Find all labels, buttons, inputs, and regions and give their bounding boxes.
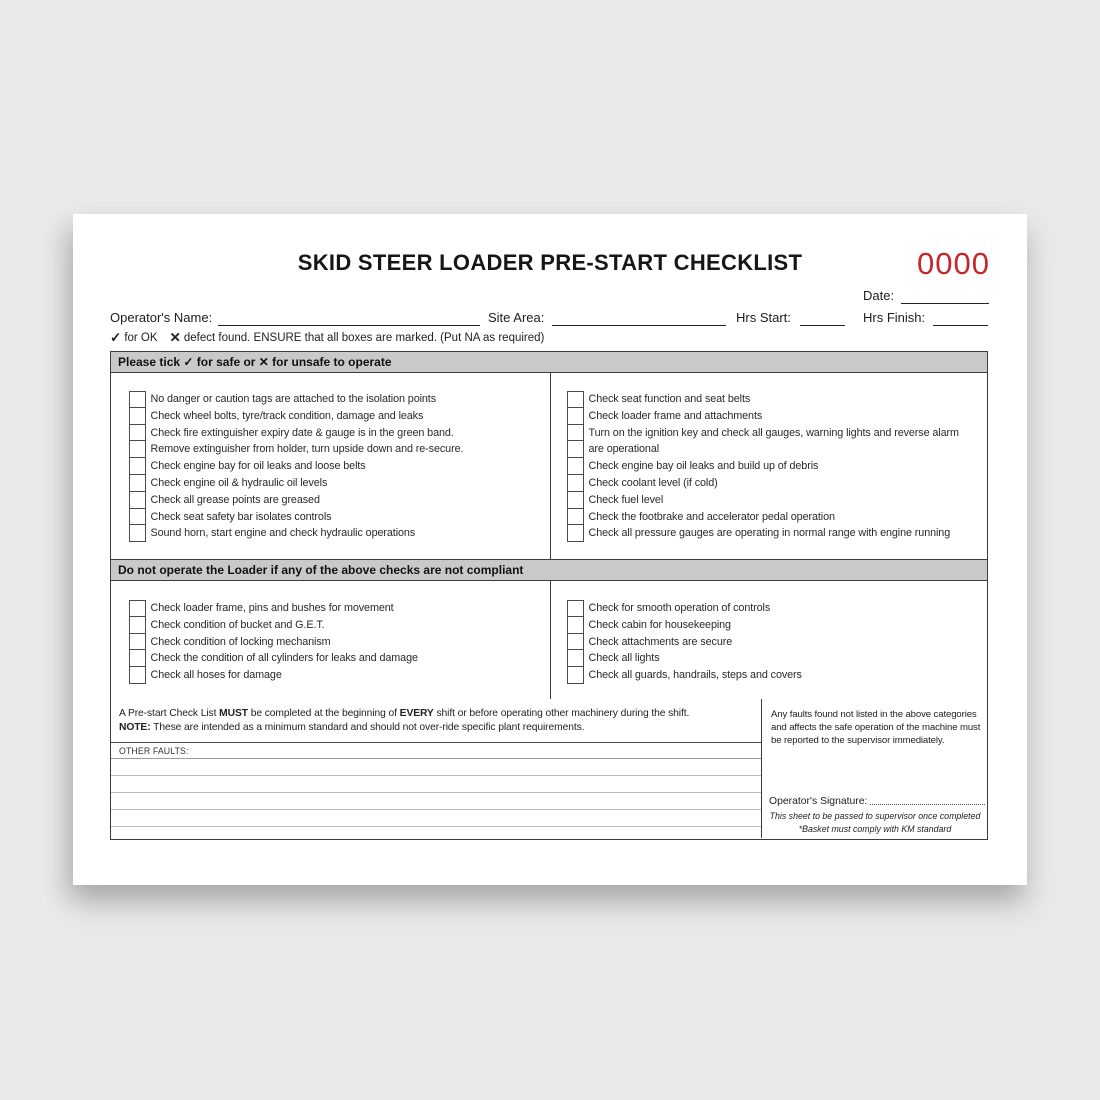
section1-left-column	[129, 391, 549, 542]
checklist-row	[129, 667, 549, 684]
checkbox[interactable]	[129, 509, 146, 526]
checklist-row	[567, 617, 987, 634]
checklist-item-label: Check engine bay for oil leaks and loose belts	[150, 460, 366, 473]
checklist-row	[129, 408, 549, 425]
checklist-item-label: Check all grease points are greased	[150, 493, 320, 506]
checklist-row	[567, 509, 987, 526]
completion-note-line1: A Pre-start Check List MUST be completed at the beginning of EVERY shift or before operating other machinery during the shift.	[119, 708, 690, 719]
checkbox[interactable]	[567, 425, 584, 442]
checklist-item-label: Check engine bay oil leaks and build up of debris	[588, 460, 819, 473]
hrs-start-label: Hrs Start:	[736, 310, 791, 325]
checklist-row	[567, 492, 987, 509]
cross-icon: ✕	[169, 330, 181, 345]
checklist-row	[567, 391, 987, 408]
checkbox[interactable]	[567, 509, 584, 526]
checklist-row	[129, 617, 549, 634]
checkbox[interactable]	[567, 667, 584, 684]
checkbox[interactable]	[129, 391, 146, 408]
checkbox[interactable]	[129, 458, 146, 475]
cross-legend-text: defect found. ENSURE that all boxes are marked. (Put NA as required)	[183, 332, 545, 344]
completion-note	[119, 707, 755, 734]
checklist-item-label: Check coolant level (if cold)	[588, 476, 718, 489]
form-serial-number: 0000	[917, 246, 990, 281]
signature-note-2: *Basket must comply with KM standard	[798, 824, 952, 834]
checklist-row	[567, 425, 987, 442]
section2-right-column	[567, 600, 987, 684]
site-area-label: Site Area:	[488, 310, 545, 325]
checkbox[interactable]	[567, 458, 584, 475]
checkbox[interactable]	[567, 391, 584, 408]
checklist-row	[129, 525, 549, 542]
ruled-line[interactable]	[111, 826, 761, 827]
checkbox[interactable]	[129, 441, 146, 458]
checklist-row	[567, 408, 987, 425]
section2-column-divider	[550, 581, 551, 699]
checkbox[interactable]	[129, 475, 146, 492]
checklist-item-label: Check all pressure gauges are operating in normal range with engine running	[588, 527, 951, 540]
checklist-row	[129, 458, 549, 475]
checklist-item-label: Remove extinguisher from holder, turn upside down and re-secure.	[150, 443, 464, 456]
section1-right-column	[567, 391, 987, 542]
hrs-finish-label: Hrs Finish:	[863, 310, 926, 325]
tick-icon: ✓	[110, 330, 122, 345]
completion-note-line2: NOTE: These are intended as a minimum standard and should not over-ride specific plant requirements.	[119, 721, 585, 733]
checklist-item-label: Check condition of locking mechanism	[150, 635, 331, 648]
signature-dotted-line[interactable]	[870, 804, 985, 805]
checkbox[interactable]	[129, 617, 146, 634]
checkbox[interactable]	[567, 475, 584, 492]
checklist-row	[129, 650, 549, 667]
other-faults-label: OTHER FAULTS:	[119, 746, 189, 756]
checkbox[interactable]	[129, 408, 146, 425]
checklist-row	[129, 391, 549, 408]
ruled-line[interactable]	[111, 809, 761, 810]
checklist-row	[567, 634, 987, 651]
notes-divider-line	[111, 742, 761, 743]
hrs-start-field-line[interactable]	[800, 325, 845, 326]
checkbox[interactable]	[567, 525, 584, 542]
checklist-table	[110, 351, 988, 840]
checkbox[interactable]	[129, 600, 146, 617]
operator-signature-label: Operator's Signature:	[769, 796, 868, 807]
tick-legend-text: for OK	[124, 332, 158, 344]
ruled-line[interactable]	[111, 775, 761, 776]
checklist-item-label: Check loader frame, pins and bushes for movement	[150, 602, 394, 614]
checkbox[interactable]	[567, 492, 584, 509]
checklist-item-label: Turn on the ignition key and check all gauges, warning lights and reverse alarm	[588, 426, 959, 439]
checklist-item-label: Sound horn, start engine and check hydraulic operations	[150, 527, 416, 540]
checklist-item-label: Check condition of bucket and G.E.T.	[150, 618, 325, 631]
checkbox[interactable]	[567, 441, 584, 458]
checklist-row	[567, 600, 987, 617]
checklist-item-label: Check wheel bolts, tyre/track condition, damage and leaks	[150, 409, 424, 422]
section1-column-divider	[550, 373, 551, 559]
checkbox[interactable]	[129, 667, 146, 684]
form-title: SKID STEER LOADER PRE-START CHECKLIST	[297, 250, 803, 275]
checklist-item-label: Check the condition of all cylinders for leaks and damage	[150, 652, 418, 665]
checklist-item-label: Check cabin for housekeeping	[588, 618, 731, 631]
checklist-row	[129, 425, 549, 442]
checklist-row	[567, 525, 987, 542]
checklist-row	[567, 650, 987, 667]
checkbox[interactable]	[129, 425, 146, 442]
checklist-form	[73, 214, 1027, 885]
checklist-row	[129, 634, 549, 651]
checklist-item-label: are operational	[588, 443, 660, 456]
date-label: Date:	[863, 288, 895, 303]
checklist-item-label: Check engine oil & hydraulic oil levels	[150, 476, 328, 489]
checkbox[interactable]	[567, 408, 584, 425]
checklist-row	[129, 492, 549, 509]
operator-name-label: Operator's Name:	[110, 310, 213, 325]
checkbox[interactable]	[567, 600, 584, 617]
checklist-item-label: No danger or caution tags are attached to the isolation points	[150, 393, 437, 405]
ruled-line[interactable]	[111, 792, 761, 793]
checkbox[interactable]	[567, 634, 584, 651]
section1-header-bar: Please tick ✓ for safe or ✕ for unsafe to operate	[111, 352, 987, 373]
checklist-row	[129, 441, 549, 458]
faults-report-note: Any faults found not listed in the above categories and affects the safe operation of the machine must be reported to the supervisor immediately.	[771, 709, 981, 746]
checklist-item-label: Check all guards, handrails, steps and covers	[588, 669, 802, 682]
section2-header-bar: Do not operate the Loader if any of the above checks are not compliant	[111, 559, 987, 581]
checkbox[interactable]	[567, 650, 584, 667]
checklist-item-label: Check attachments are secure	[588, 635, 733, 648]
marking-instructions	[110, 330, 544, 346]
operator-signature-row	[769, 796, 985, 807]
checklist-row	[567, 458, 987, 475]
checkbox[interactable]	[129, 634, 146, 651]
ruled-line[interactable]	[111, 758, 761, 759]
checklist-item-label: Check for smooth operation of controls	[588, 602, 771, 614]
checkbox[interactable]	[129, 492, 146, 509]
date-field-line[interactable]	[901, 303, 989, 304]
checklist-row	[567, 667, 987, 684]
checklist-item-label: Check seat function and seat belts	[588, 393, 751, 405]
checklist-row	[129, 509, 549, 526]
checklist-item-label: Check all hoses for damage	[150, 669, 282, 682]
checklist-item-label: Check loader frame and attachments	[588, 409, 763, 422]
checklist-item-label: Check fuel level	[588, 493, 664, 506]
checkbox[interactable]	[567, 617, 584, 634]
checklist-row	[567, 441, 987, 458]
section2-left-column	[129, 600, 549, 684]
hrs-finish-field-line[interactable]	[933, 325, 988, 326]
signature-note-1: This sheet to be passed to supervisor once completed	[769, 811, 981, 821]
checklist-row	[567, 475, 987, 492]
checklist-item-label: Check seat safety bar isolates controls	[150, 510, 332, 523]
site-area-field-line[interactable]	[552, 325, 726, 326]
checkbox[interactable]	[129, 650, 146, 667]
checklist-item-label: Check all lights	[588, 652, 660, 665]
checklist-item-label: Check fire extinguisher expiry date & gauge is in the green band.	[150, 426, 454, 439]
checklist-item-label: Check the footbrake and accelerator pedal operation	[588, 510, 835, 523]
operator-name-field-line[interactable]	[218, 325, 480, 326]
checklist-row	[129, 600, 549, 617]
checkbox[interactable]	[129, 525, 146, 542]
checklist-row	[129, 475, 549, 492]
